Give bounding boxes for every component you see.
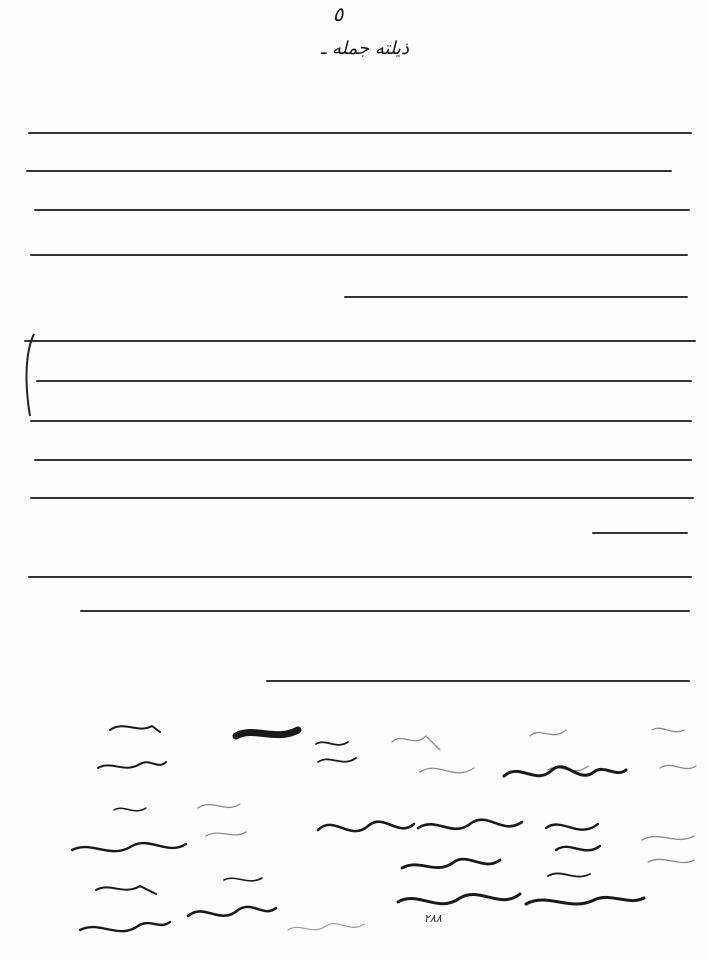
signatures-area xyxy=(0,690,708,959)
footnote-number: ٢٨٨ xyxy=(424,912,442,925)
handwritten-line xyxy=(30,254,688,256)
document-heading: ذیلته جمله ـ xyxy=(321,38,409,59)
handwritten-line xyxy=(344,296,688,298)
handwritten-line xyxy=(80,610,690,612)
handwritten-line xyxy=(36,380,692,382)
handwritten-line xyxy=(28,132,692,134)
handwritten-line xyxy=(30,420,692,422)
handwritten-line xyxy=(266,680,690,682)
handwritten-line xyxy=(30,497,694,499)
margin-bracket-mark xyxy=(18,330,40,420)
handwritten-line xyxy=(24,340,696,342)
handwritten-line xyxy=(26,170,672,172)
handwritten-line xyxy=(28,576,692,578)
handwritten-line xyxy=(592,532,688,534)
signatures-drawing xyxy=(0,690,708,959)
page-number: ٥ xyxy=(332,2,344,26)
handwritten-line xyxy=(34,209,690,211)
handwritten-line xyxy=(34,459,692,461)
